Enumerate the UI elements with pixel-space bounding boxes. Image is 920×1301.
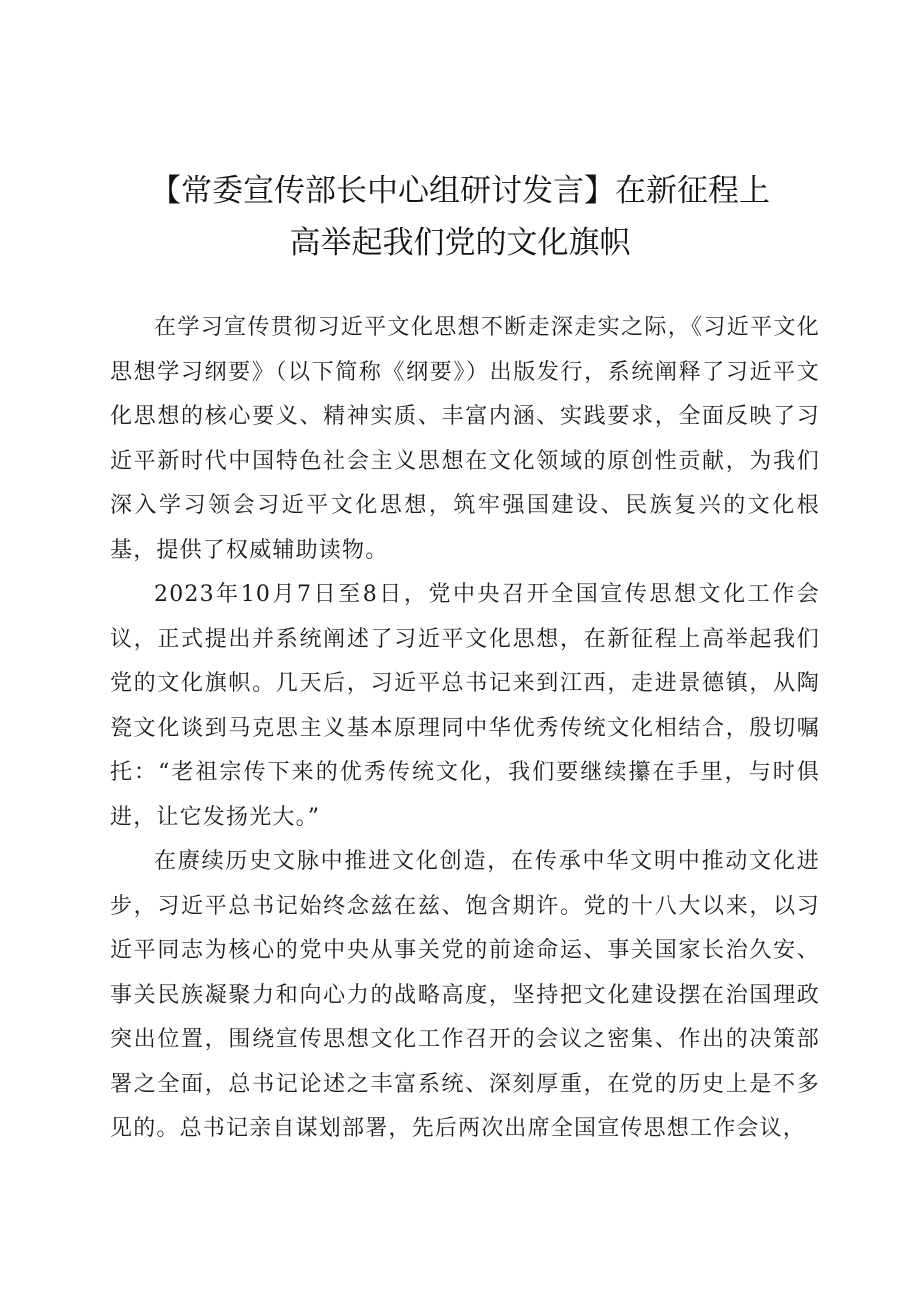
title-line-1: 【常委宣传部长中心组研讨发言】在新征程上 (150, 173, 770, 209)
paragraph-2: 2023年10月7日至8日，党中央召开全国宣传思想文化工作会议，正式提出并系统阐述了习近平文化思想，在新征程上高举起我们党的文化旗帜。几天后，习近平总书记来到江西，走进景德镇，从陶瓷文化谈到马克思主义基本原理同中华优秀传统文化相结合，殷切嘱托：“老祖宗传下来的优秀传统文化，我们要继续攥在手里，与时俱进，让它发扬光大。” (110, 582, 820, 830)
paragraph-1: 在学习宣传贯彻习近平文化思想不断走深走实之际，《习近平文化思想学习纲要》（以下简称《纲要》）出版发行，系统阐释了习近平文化思想的核心要义、精神实质、丰富内涵、实践要求，全面反映了习近平新时代中国特色社会主义思想在文化领域的原创性贡献，为我们深入学习领会习近平文化思想，筑牢强国建设、民族复兴的文化根基，提供了权威辅助读物。 (110, 315, 820, 563)
document-title (100, 165, 820, 269)
document-body (110, 306, 820, 1152)
paragraph-3: 在赓续历史文脉中推进文化创造，在传承中华文明中推动文化进步，习近平总书记始终念兹在兹、饱含期许。党的十八大以来，以习近平同志为核心的党中央从事关党的前途命运、事关国家长治久安、事关民族凝聚力和向心力的战略高度，坚持把文化建设摆在治国理政突出位置，围绕宣传思想文化工作召开的会议之密集、作出的决策部署之全面，总书记论述之丰富系统、深刻厚重，在党的历史上是不多见的。总书记亲自谋划部署，先后两次出席全国宣传思想工作会议， (110, 849, 820, 1141)
title-line-2: 高举起我们党的文化旗帜 (289, 225, 631, 261)
